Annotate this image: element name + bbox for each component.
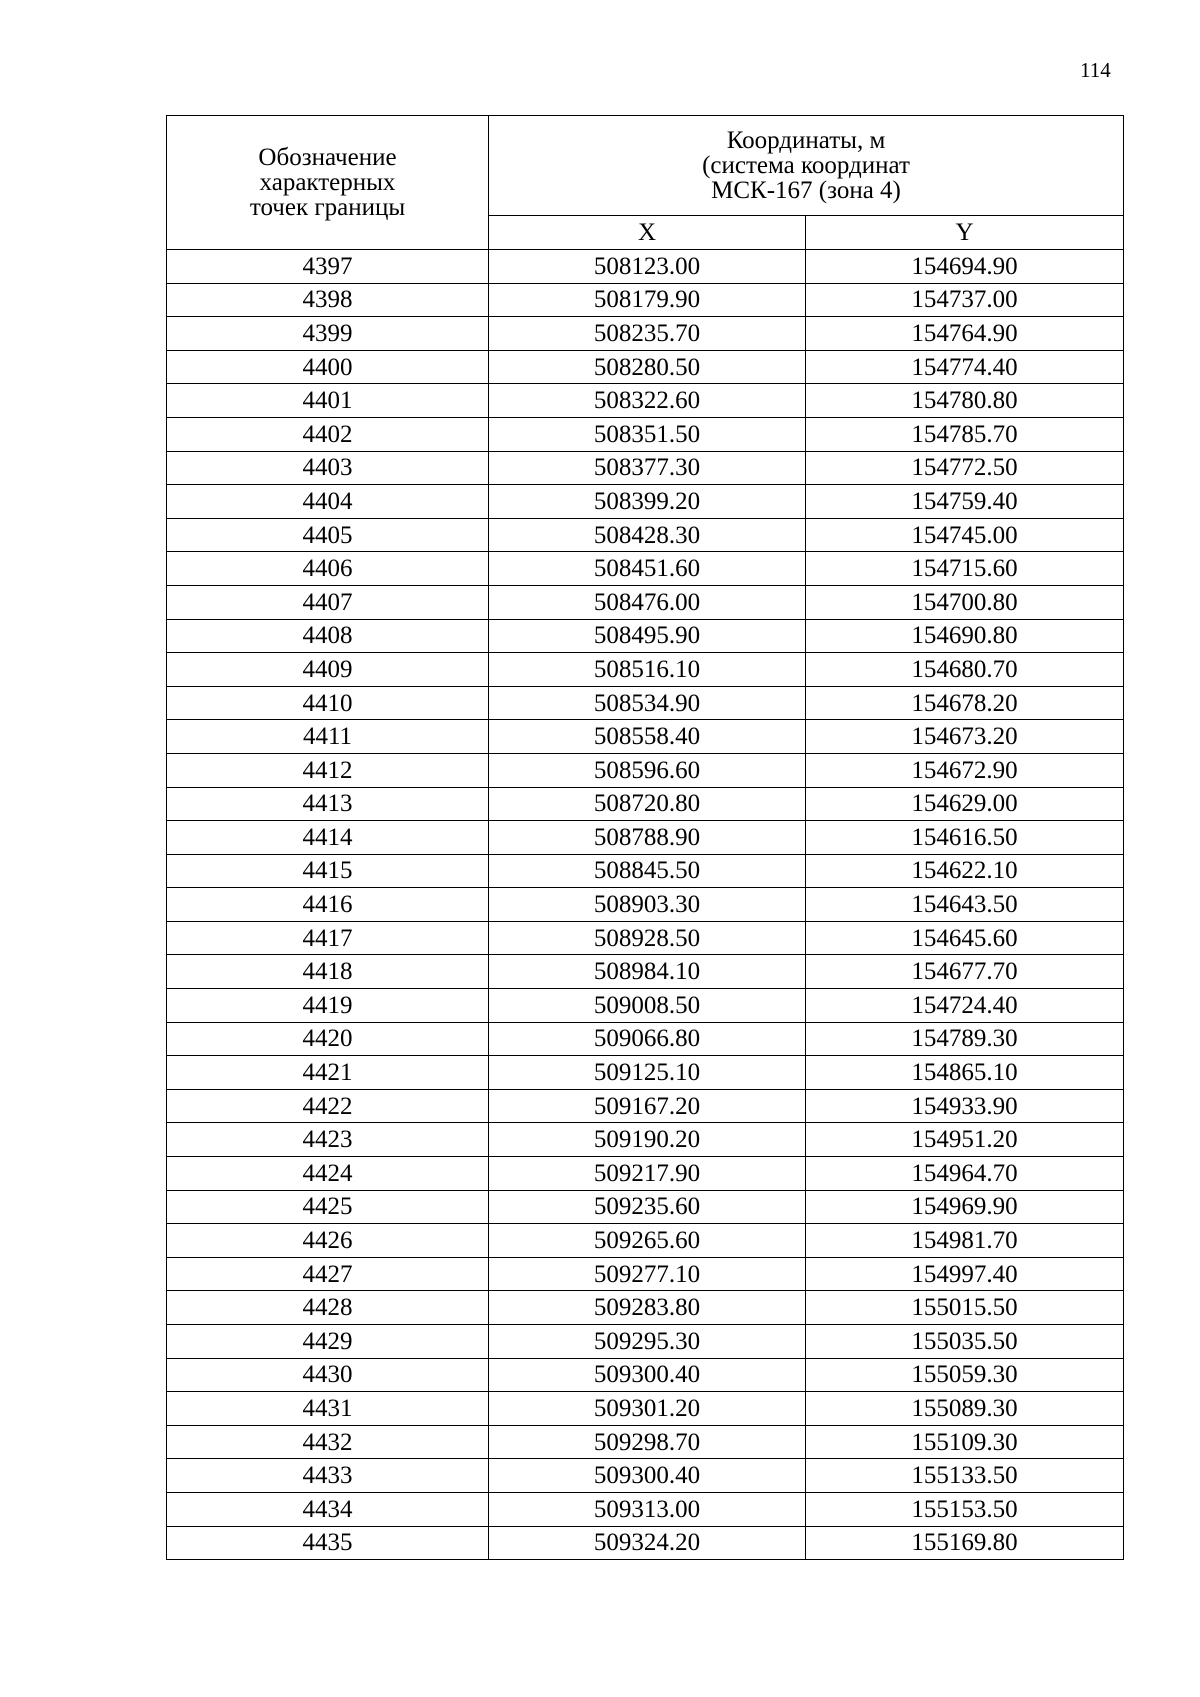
table-row	[167, 1224, 1124, 1258]
table-row	[167, 821, 1124, 855]
cell-point-id: 4397	[167, 250, 489, 284]
cell-point-id: 4399	[167, 317, 489, 351]
table-row	[167, 955, 1124, 989]
cell-y: 154774.40	[806, 350, 1124, 384]
header-y: Y	[806, 216, 1124, 250]
cell-x: 508903.30	[489, 888, 806, 922]
table-row	[167, 1022, 1124, 1056]
table-row	[167, 921, 1124, 955]
cell-y: 154673.20	[806, 720, 1124, 754]
header-label-line: точек границы	[249, 194, 406, 221]
cell-point-id: 4430	[167, 1358, 489, 1392]
cell-point-id: 4398	[167, 283, 489, 317]
cell-x: 509235.60	[489, 1190, 806, 1224]
cell-x: 508534.90	[489, 686, 806, 720]
cell-y: 155109.30	[806, 1425, 1124, 1459]
cell-x: 508123.00	[489, 250, 806, 284]
cell-y: 154969.90	[806, 1190, 1124, 1224]
cell-point-id: 4420	[167, 1022, 489, 1056]
header-x: X	[489, 216, 806, 250]
table-row	[167, 1325, 1124, 1359]
cell-point-id: 4404	[167, 485, 489, 519]
table-row	[167, 1291, 1124, 1325]
cell-x: 508235.70	[489, 317, 806, 351]
cell-x: 508351.50	[489, 417, 806, 451]
cell-x: 509313.00	[489, 1492, 806, 1526]
cell-x: 509295.30	[489, 1325, 806, 1359]
table-row	[167, 1123, 1124, 1157]
cell-point-id: 4426	[167, 1224, 489, 1258]
cell-x: 509283.80	[489, 1291, 806, 1325]
table-row	[167, 854, 1124, 888]
table-row	[167, 1459, 1124, 1493]
cell-point-id: 4411	[167, 720, 489, 754]
cell-y: 155059.30	[806, 1358, 1124, 1392]
cell-y: 155089.30	[806, 1392, 1124, 1426]
coordinates-table	[166, 115, 1124, 1560]
table-row	[167, 1089, 1124, 1123]
cell-y: 154785.70	[806, 417, 1124, 451]
cell-x: 508596.60	[489, 753, 806, 787]
cell-x: 508451.60	[489, 552, 806, 586]
table-row	[167, 1392, 1124, 1426]
cell-x: 509167.20	[489, 1089, 806, 1123]
table-row	[167, 350, 1124, 384]
cell-x: 508845.50	[489, 854, 806, 888]
table-row	[167, 1157, 1124, 1191]
table-row	[167, 451, 1124, 485]
cell-point-id: 4412	[167, 753, 489, 787]
cell-point-id: 4434	[167, 1492, 489, 1526]
cell-point-id: 4410	[167, 686, 489, 720]
table-row	[167, 753, 1124, 787]
table-row	[167, 1257, 1124, 1291]
cell-point-id: 4432	[167, 1425, 489, 1459]
cell-point-id: 4422	[167, 1089, 489, 1123]
header-label-line: Обозначение	[258, 144, 397, 171]
cell-y: 154951.20	[806, 1123, 1124, 1157]
cell-y: 155015.50	[806, 1291, 1124, 1325]
cell-point-id: 4413	[167, 787, 489, 821]
cell-point-id: 4415	[167, 854, 489, 888]
cell-x: 508928.50	[489, 921, 806, 955]
cell-x: 509008.50	[489, 989, 806, 1023]
table-row	[167, 888, 1124, 922]
table-row	[167, 1190, 1124, 1224]
cell-x: 508984.10	[489, 955, 806, 989]
cell-x: 509066.80	[489, 1022, 806, 1056]
cell-point-id: 4424	[167, 1157, 489, 1191]
table-row	[167, 518, 1124, 552]
cell-point-id: 4405	[167, 518, 489, 552]
header-coords-line: МСК-167 (зона 4)	[711, 177, 901, 204]
cell-y: 154981.70	[806, 1224, 1124, 1258]
cell-y: 154694.90	[806, 250, 1124, 284]
table-row	[167, 250, 1124, 284]
cell-y: 154629.00	[806, 787, 1124, 821]
cell-x: 509125.10	[489, 1056, 806, 1090]
table-row	[167, 384, 1124, 418]
cell-x: 509324.20	[489, 1526, 806, 1560]
cell-point-id: 4423	[167, 1123, 489, 1157]
cell-point-id: 4409	[167, 653, 489, 687]
cell-point-id: 4400	[167, 350, 489, 384]
cell-y: 154737.00	[806, 283, 1124, 317]
cell-point-id: 4427	[167, 1257, 489, 1291]
header-coords-line: (система координат	[702, 152, 910, 179]
cell-y: 154772.50	[806, 451, 1124, 485]
cell-point-id: 4429	[167, 1325, 489, 1359]
cell-y: 154933.90	[806, 1089, 1124, 1123]
cell-y: 154680.70	[806, 653, 1124, 687]
cell-x: 508428.30	[489, 518, 806, 552]
cell-point-id: 4431	[167, 1392, 489, 1426]
cell-point-id: 4417	[167, 921, 489, 955]
cell-point-id: 4428	[167, 1291, 489, 1325]
cell-y: 154865.10	[806, 1056, 1124, 1090]
cell-y: 155153.50	[806, 1492, 1124, 1526]
cell-y: 154643.50	[806, 888, 1124, 922]
table-row	[167, 283, 1124, 317]
cell-point-id: 4402	[167, 417, 489, 451]
cell-point-id: 4401	[167, 384, 489, 418]
cell-x: 509277.10	[489, 1257, 806, 1291]
cell-x: 508558.40	[489, 720, 806, 754]
table-body	[167, 250, 1124, 1560]
cell-point-id: 4433	[167, 1459, 489, 1493]
cell-y: 155133.50	[806, 1459, 1124, 1493]
cell-point-id: 4407	[167, 585, 489, 619]
cell-x: 508322.60	[489, 384, 806, 418]
cell-point-id: 4408	[167, 619, 489, 653]
table-header	[167, 116, 1124, 250]
cell-point-id: 4435	[167, 1526, 489, 1560]
cell-y: 154677.70	[806, 955, 1124, 989]
cell-y: 154764.90	[806, 317, 1124, 351]
cell-y: 154645.60	[806, 921, 1124, 955]
table-row	[167, 619, 1124, 653]
table-row	[167, 787, 1124, 821]
cell-point-id: 4418	[167, 955, 489, 989]
table-row	[167, 552, 1124, 586]
cell-point-id: 4421	[167, 1056, 489, 1090]
cell-y: 154672.90	[806, 753, 1124, 787]
page-number: 114	[1080, 58, 1111, 82]
cell-x: 509265.60	[489, 1224, 806, 1258]
cell-x: 509300.40	[489, 1358, 806, 1392]
table-row	[167, 317, 1124, 351]
cell-y: 154997.40	[806, 1257, 1124, 1291]
cell-point-id: 4416	[167, 888, 489, 922]
cell-y: 154789.30	[806, 1022, 1124, 1056]
cell-y: 154715.60	[806, 552, 1124, 586]
cell-y: 154616.50	[806, 821, 1124, 855]
cell-y: 154964.70	[806, 1157, 1124, 1191]
header-coordinates-group	[489, 116, 1124, 216]
cell-x: 508788.90	[489, 821, 806, 855]
cell-x: 509300.40	[489, 1459, 806, 1493]
cell-y: 154745.00	[806, 518, 1124, 552]
table-row	[167, 989, 1124, 1023]
cell-x: 508476.00	[489, 585, 806, 619]
cell-x: 509301.20	[489, 1392, 806, 1426]
table-row	[167, 686, 1124, 720]
cell-x: 508516.10	[489, 653, 806, 687]
cell-y: 155035.50	[806, 1325, 1124, 1359]
cell-x: 509217.90	[489, 1157, 806, 1191]
cell-point-id: 4406	[167, 552, 489, 586]
header-coords-line: Координаты, м	[726, 127, 886, 154]
cell-x: 509190.20	[489, 1123, 806, 1157]
table-row	[167, 653, 1124, 687]
cell-x: 508495.90	[489, 619, 806, 653]
cell-y: 154678.20	[806, 686, 1124, 720]
cell-y: 154724.40	[806, 989, 1124, 1023]
cell-x: 508377.30	[489, 451, 806, 485]
table-row	[167, 720, 1124, 754]
cell-x: 508720.80	[489, 787, 806, 821]
cell-x: 508399.20	[489, 485, 806, 519]
table-row	[167, 485, 1124, 519]
table-row	[167, 1358, 1124, 1392]
table-row	[167, 585, 1124, 619]
cell-x: 508179.90	[489, 283, 806, 317]
table-row	[167, 1492, 1124, 1526]
cell-y: 154780.80	[806, 384, 1124, 418]
header-point-designation	[167, 116, 489, 250]
header-label-line: характерных	[259, 169, 396, 196]
cell-y: 154700.80	[806, 585, 1124, 619]
cell-y: 155169.80	[806, 1526, 1124, 1560]
cell-y: 154622.10	[806, 854, 1124, 888]
cell-point-id: 4425	[167, 1190, 489, 1224]
cell-y: 154759.40	[806, 485, 1124, 519]
cell-point-id: 4414	[167, 821, 489, 855]
cell-point-id: 4403	[167, 451, 489, 485]
table-row	[167, 1425, 1124, 1459]
cell-y: 154690.80	[806, 619, 1124, 653]
table-row	[167, 1526, 1124, 1560]
table-row	[167, 1056, 1124, 1090]
cell-point-id: 4419	[167, 989, 489, 1023]
cell-x: 508280.50	[489, 350, 806, 384]
table-row	[167, 417, 1124, 451]
cell-x: 509298.70	[489, 1425, 806, 1459]
